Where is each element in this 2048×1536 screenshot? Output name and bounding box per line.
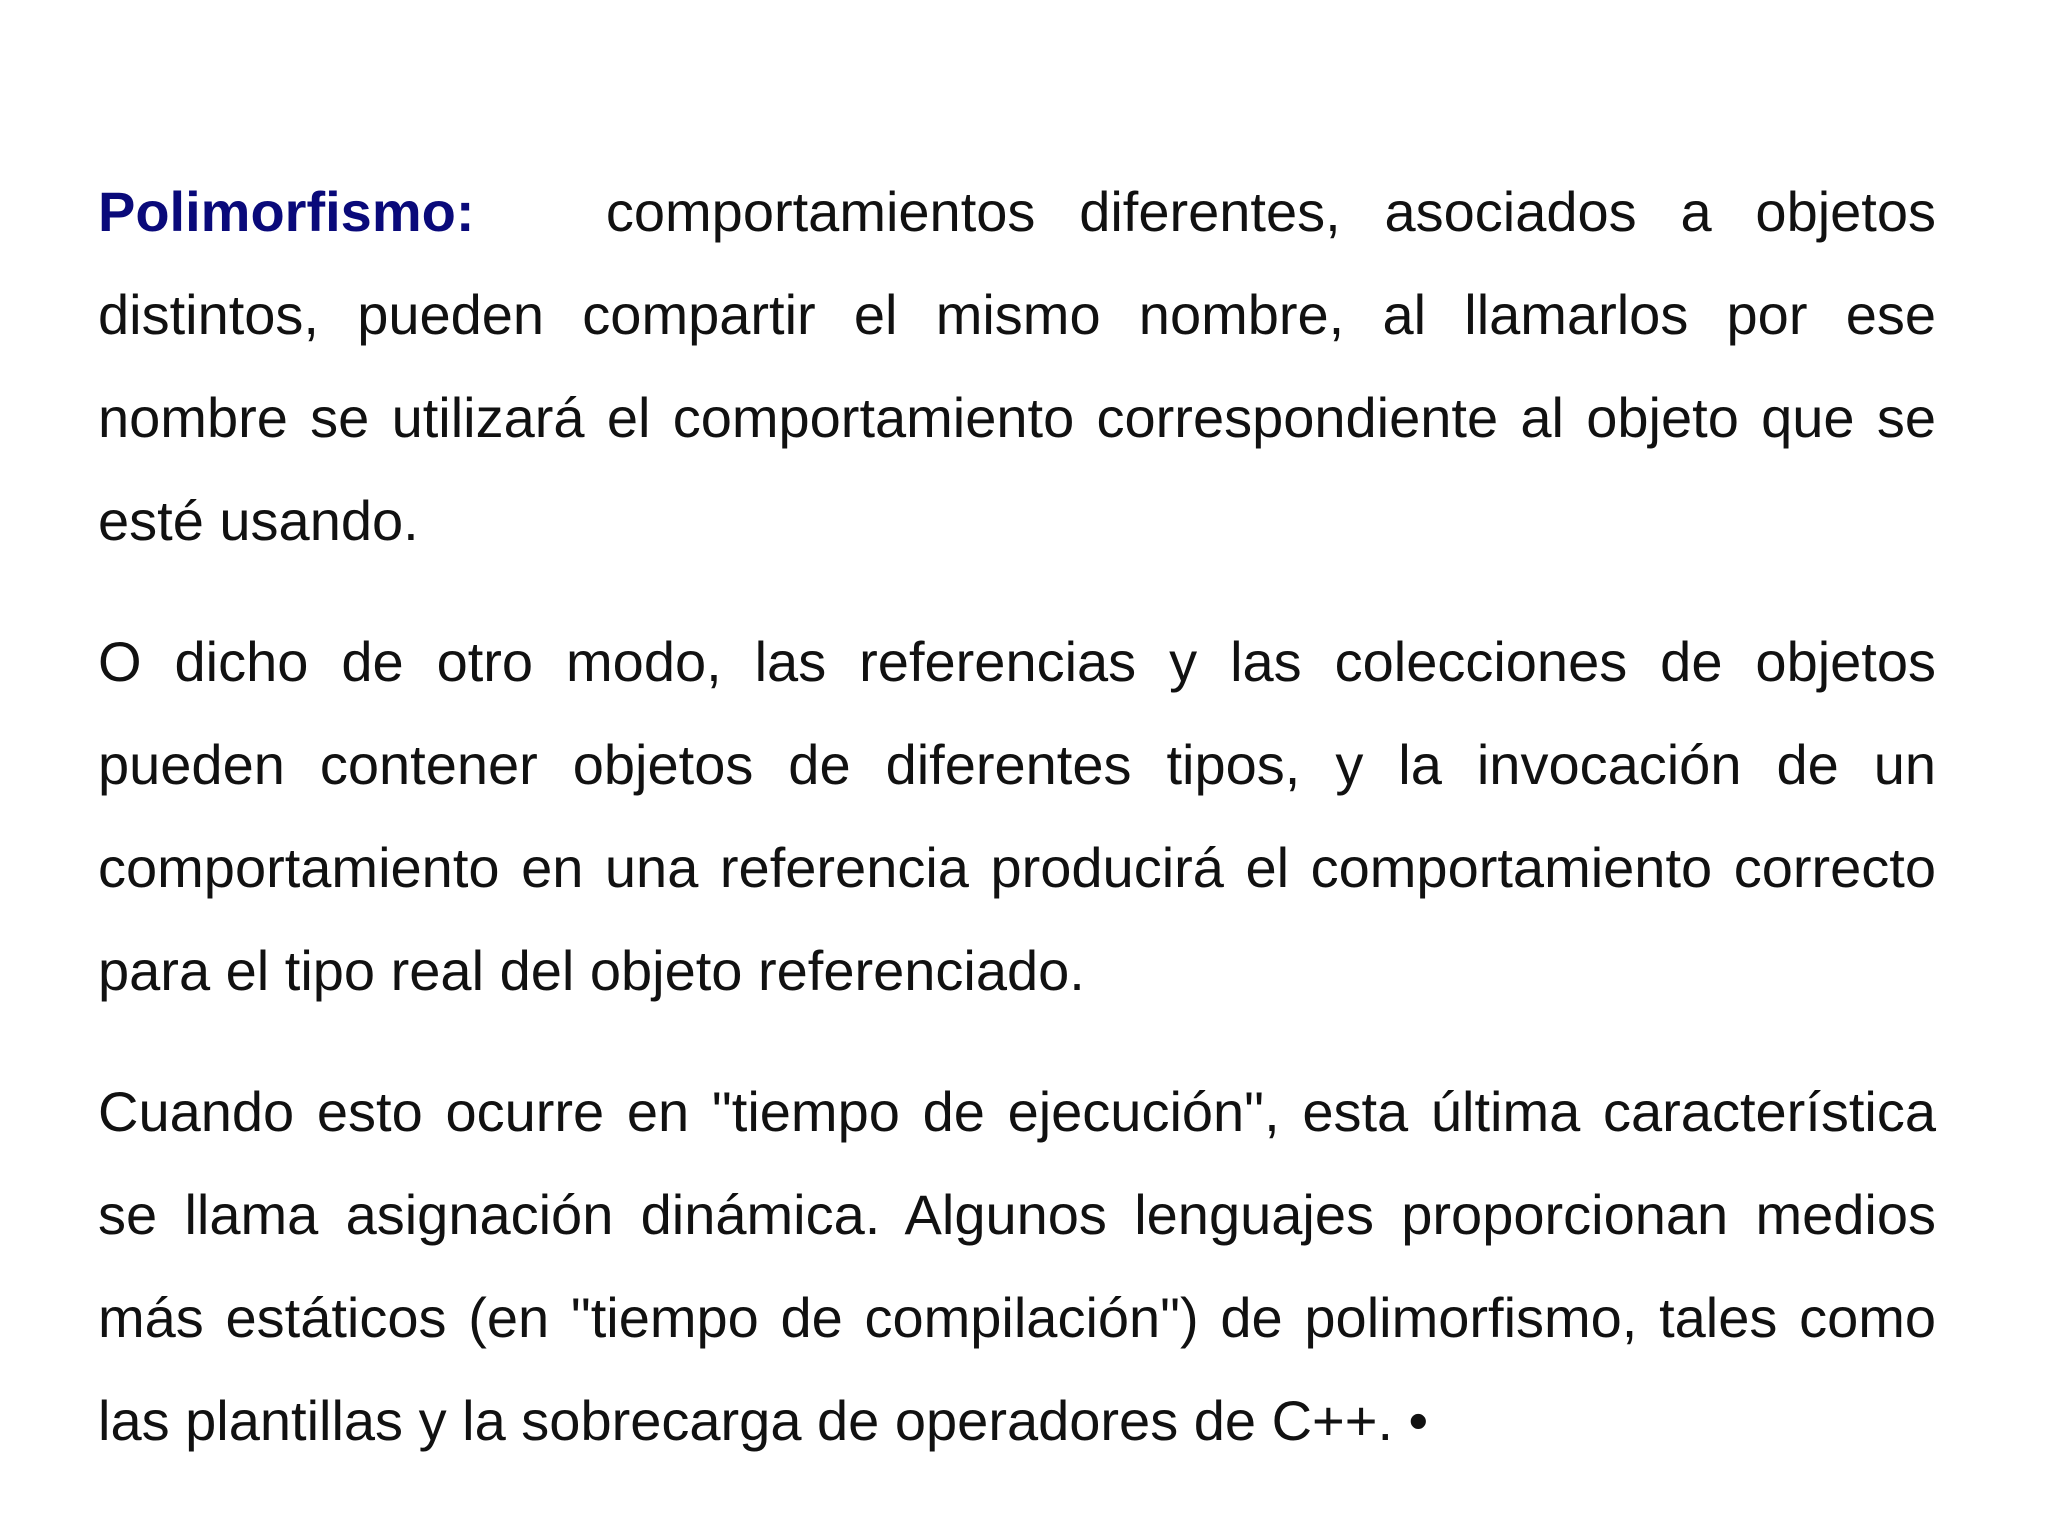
paragraph-polimorfismo-definition — [98, 160, 1936, 572]
paragraph-text: Cuando esto ocurre en "tiempo de ejecución", esta última característica se llama asignación dinámica. Algunos lenguajes proporcionan medios más estáticos (en "tiempo de compilación") de polimorfismo, tales como las plantillas y la sobrecarga de operadores de C++. • — [98, 1080, 1936, 1452]
paragraph-text: O dicho de otro modo, las referencias y las colecciones de objetos pueden contener objetos de diferentes tipos, y la invocación de un comportamiento en una referencia producirá el comportamiento correcto para el tipo real del objeto referenciado. — [98, 630, 1936, 1002]
slide-body — [98, 160, 1936, 1472]
paragraph-text: comportamientos diferentes, asociados a objetos distintos, pueden compartir el mismo nombre, al llamarlos por ese nombre se utilizará el comportamiento correspondiente al objeto que se esté usando. — [98, 180, 1936, 552]
paragraph-references — [98, 610, 1936, 1022]
paragraph-dynamic-binding — [98, 1060, 1936, 1472]
term-polimorfismo: Polimorfismo: — [98, 180, 475, 243]
